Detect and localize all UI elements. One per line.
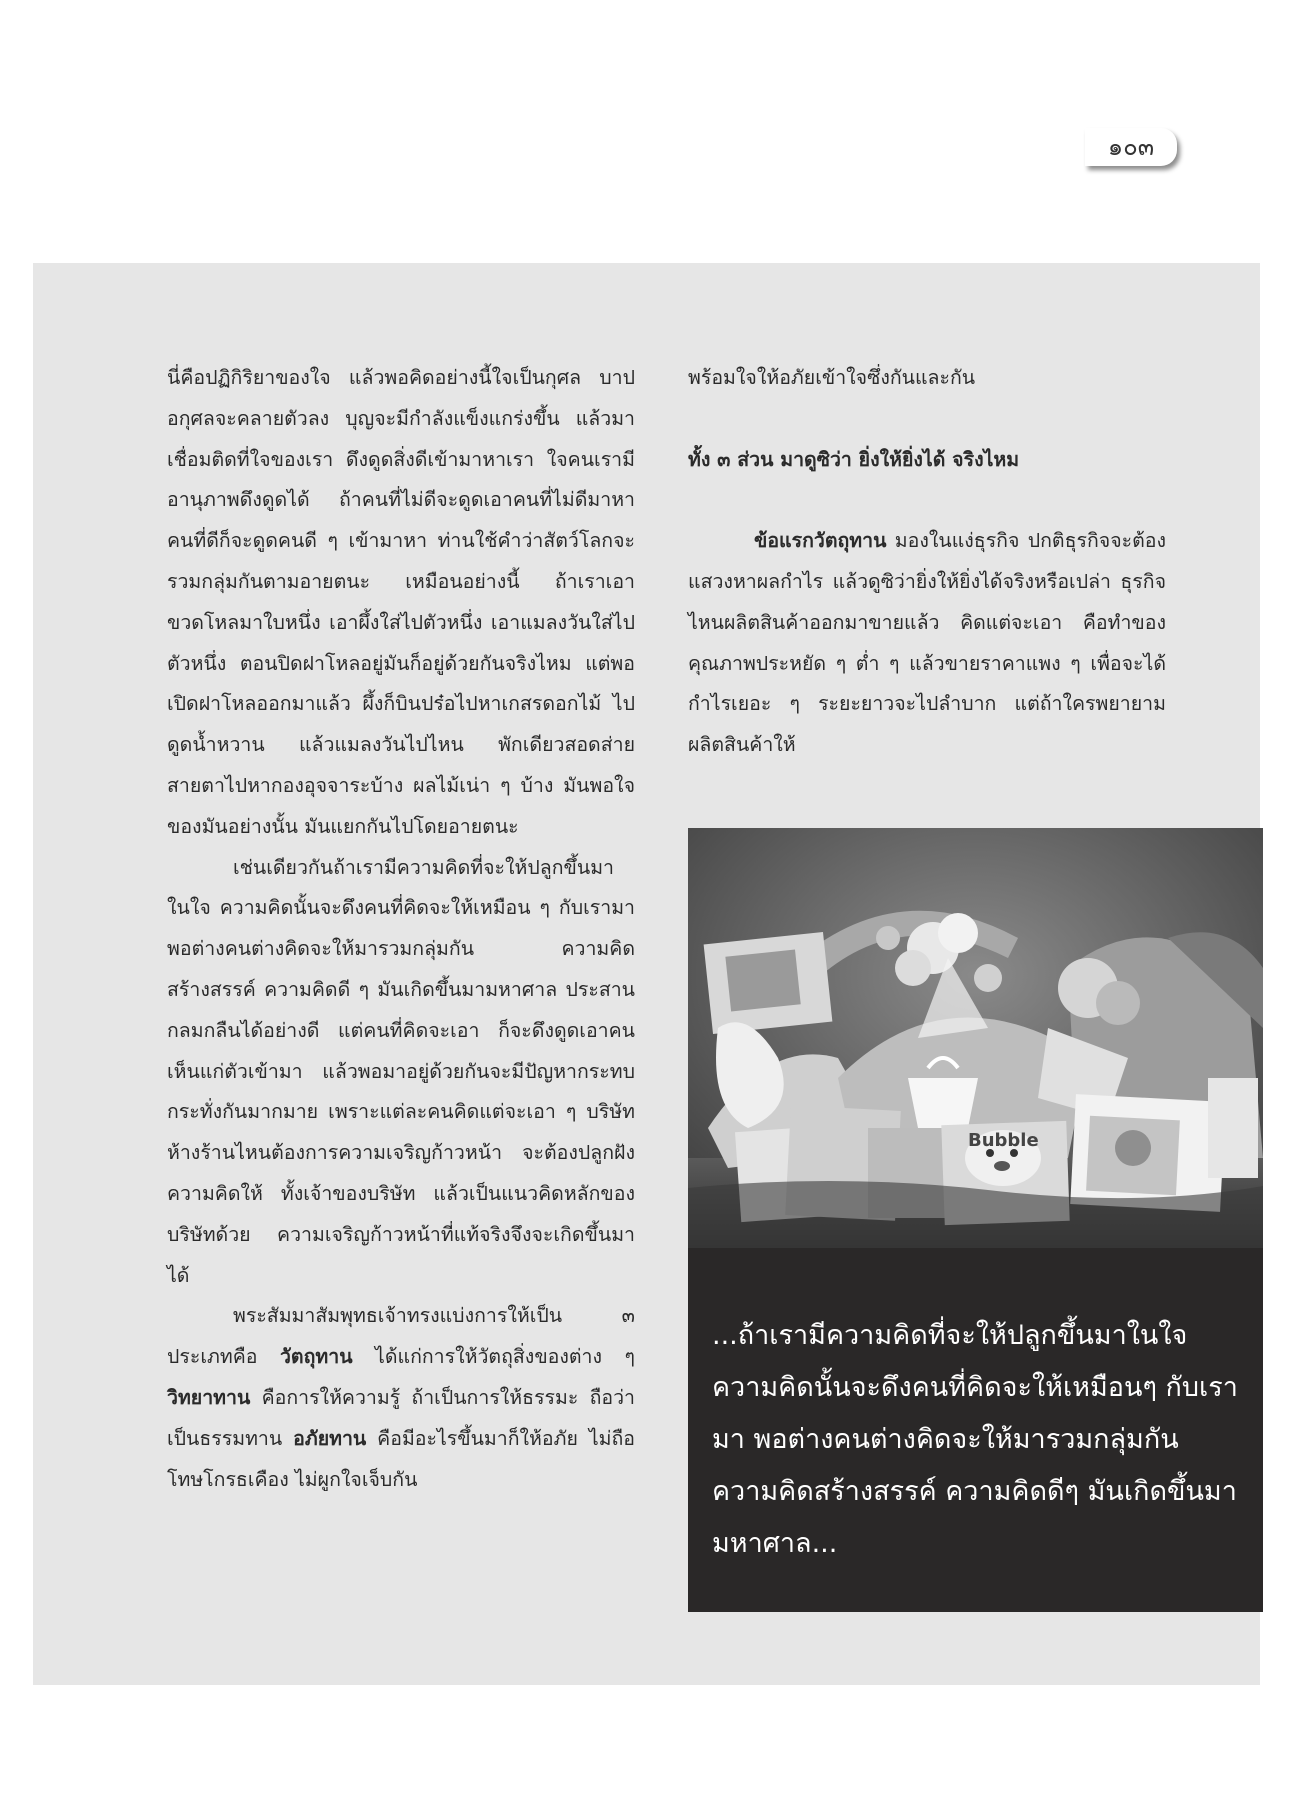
term-first-material-giving: ข้อแรกวัตถุทาน [754, 529, 887, 553]
paragraph-continuation: พร้อมใจให้อภัยเข้าใจซึ่งกันและกัน [688, 366, 976, 389]
paragraph-attract-like-minded: เช่นเดียวกันถ้าเรามีความคิดที่จะให้ปลูกขึ้นมาในใจ ความคิดนั้นจะดึงคนที่คิดจะให้เหมือน ๆ กับเรามา พอต่างคนต่างคิดจะให้มารวมกลุ่มกัน ความคิดสร้างสรรค์ ความคิดดี ๆ มันเกิดขึ้นมามหาศาล ประสานกลมกลืนได้อย่างดี แต่คนที่คิดจะเอา ก็จะดึงดูดเอาคนเห็นแก่ตัวเข้ามา แล้วพอมาอยู่ด้วยกันจะมีปัญหากระทบกระทั่งกันมากมาย เพราะแต่ละคนคิดแต่จะเอา ๆ บริษัทห้างร้านไหนต้องการความเจริญก้าวหน้า จะต้องปลูกฝังความคิดให้ ทั้งเจ้าของบริษัท แล้วเป็นแนวคิดหลักของบริษัทด้วย ความเจริญก้าวหน้าที่แท้จริงจึงจะเกิดขึ้นมาได้ [167, 855, 635, 1287]
page-number-tab: ๑๐๓ [1085, 128, 1177, 166]
gift-baskets-photo [688, 828, 1263, 1248]
text-segment: พระสัมมาสัมพุทธเจ้าทรงแบ่งการให้เป็น ๓ ประเภทคือ [167, 1304, 635, 1369]
text-segment: คือการให้ความรู้ ถ้าเป็นการให้ธรรมะ ถือว่าเป็นธรรมทาน [167, 1385, 635, 1450]
paragraph-reaction-of-mind: นี่คือปฏิกิริยาของใจ แล้วพอคิดอย่างนี้ใจเป็นกุศล บาปอกุศลจะคลายตัวลง บุญจะมีกำลังแข็งแกร่งขึ้น แล้วมาเชื่อมติดที่ใจของเรา ดึงดูดสิ่งดีเข้ามาหาเรา ใจคนเรามีอานุภาพดึงดูดได้ ถ้าคนที่ไม่ดีจะดูดเอาคนที่ไม่ดีมาหา คนที่ดีก็จะดูดคนดี ๆ เข้ามาหา ท่านใช้คำว่าสัตว์โลกจะรวมกลุ่มกันตามอายตนะ เหมือนอย่างนี้ ถ้าเราเอาขวดโหลมาใบหนึ่ง เอาผึ้งใส่ไปตัวหนึ่ง เอาแมลงวันใส่ไปตัวหนึ่ง ตอนปิดฝาโหลอยู่มันก็อยู่ด้วยกันจริงไหม แต่พอเปิดฝาโหลออกมาแล้ว ผึ้งก็บินปร๋อไปหาเกสรดอกไม้ ไปดูดน้ำหวาน แล้วแมลงวันไปไหน พักเดียวสอดส่ายสายตาไปหากองอุจจาระบ้าง ผลไม้เน่า ๆ บ้าง มันพอใจของมันอย่างนั้น มันแยกกันไปโดยอายตนะ [167, 366, 635, 838]
paragraph-material-giving-business [688, 521, 1166, 766]
term-forgiveness-giving: อภัยทาน [293, 1426, 367, 1450]
text-segment: ได้แก่การให้วัตถุสิ่งของต่าง ๆ [352, 1345, 635, 1369]
right-text-column [688, 358, 1166, 766]
pull-quote-text: ...ถ้าเรามีความคิดที่จะให้ปลูกขึ้นมาในใจ ความคิดนั้นจะดึงคนที่คิดจะให้เหมือนๆ กับเรามา พอต่างคนต่างคิดจะให้มารวมกลุ่มกัน ความคิดสร้างสรรค์ ความคิดดีๆ มันเกิดขึ้นมามหาศาล... [712, 1320, 1238, 1559]
text-segment: มองในแง่ธุรกิจ ปกติธุรกิจจะต้องแสวงหาผลกำไร แล้วดูซิว่ายิ่งให้ยิ่งได้จริงหรือเปล่า ธุรกิจไหนผลิตสินค้าออกมาขายแล้ว คิดแต่จะเอา คือทำของคุณภาพประหยัด ๆ ต่ำ ๆ แล้วขายราคาแพง ๆ เพื่อจะได้กำไรเยอะ ๆ ระยะยาวจะไปลำบาก แต่ถ้าใครพยายามผลิตสินค้าให้ [688, 529, 1166, 757]
paragraph-three-kinds-of-giving [167, 1296, 635, 1500]
pull-quote-box [688, 1248, 1263, 1612]
left-text-column [167, 358, 635, 1500]
term-material-giving: วัตถุทาน [279, 1345, 353, 1369]
term-knowledge-giving: วิทยาทาน [167, 1385, 251, 1409]
section-heading: ทั้ง ๓ ส่วน มาดูซิว่า ยิ่งให้ยิ่งได้ จริงไหม [688, 447, 1020, 471]
box-brand-label: Bubble [968, 1130, 1039, 1151]
gift-baskets-illustration [688, 828, 1263, 1248]
text-segment: คือมีอะไรขึ้นมาก็ให้อภัย ไม่ถือโทษโกรธเคือง ไม่ผูกใจเจ็บกัน [167, 1426, 635, 1491]
